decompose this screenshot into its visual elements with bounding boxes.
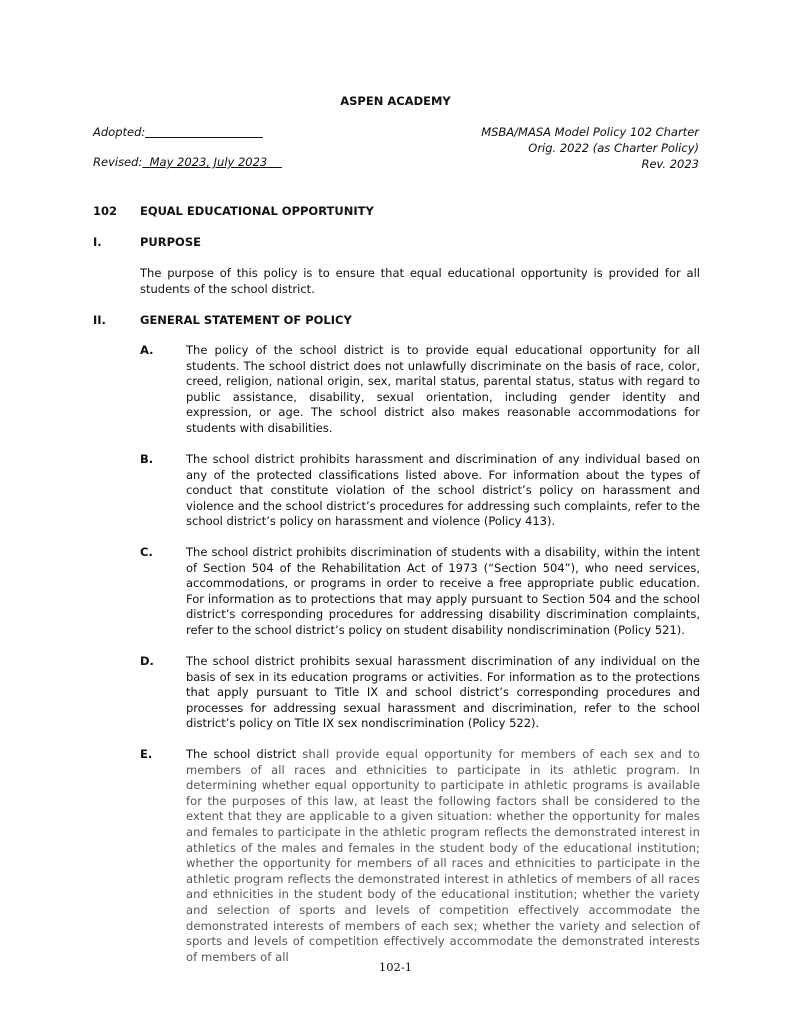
item-letter: C.: [140, 545, 153, 559]
item-lead: The school district: [186, 747, 297, 761]
adopted-label: Adopted:: [93, 125, 146, 139]
item-text: The school district prohibits sexual harassment discrimination of any individual on the basis of sex in its education programs or activities. For information as to the protections that apply pursuant to Title IX and school district’s corresponding procedures and processes for addressing sexual harassment and discrimination, refer to the school district’s policy on Title IX sex nondiscrimination (Policy 522).: [186, 654, 700, 731]
item-text: [186, 747, 700, 965]
item-text: The policy of the school district is to provide equal educational opportunity for all students. The school district does not unlawfully discriminate on the basis of race, color, creed, religion, national origin, sex, marital status, parental status, status with regard to public assistance, disability, sexual orientation, including gender identity and expression, or age. The school district also makes reasonable accommodations for students with disabilities.: [186, 343, 700, 435]
item-text: The school district prohibits harassment and discrimination of any individual based on any of the protected classifications listed above. For information about the types of conduct that constitute violation of the school district’s policy on harassment and violence and the school district’s procedures for addressing such complaints, refer to the school district’s policy on harassment and violence (Policy 413).: [186, 452, 700, 529]
policy-number: 102: [93, 204, 118, 218]
item-text: The school district prohibits discrimination of students with a disability, within the intent of Section 504 of the Rehabilitation Act of 1973 (“Section 504”), who need services, accommodations, or programs in order to receive a free appropriate public education. For information as to protections that may apply pursuant to Section 504 and the school district’s corresponding procedures for addressing disability discrimination complaints, refer to the school district’s policy on student disability nondiscrimination (Policy 521).: [186, 545, 700, 637]
purpose-paragraph: The purpose of this policy is to ensure that equal educational opportunity is provided for all students of the school district.: [140, 266, 700, 296]
revised-line: [93, 154, 282, 170]
section-number: I.: [93, 235, 102, 249]
page-number: 102-1: [378, 960, 413, 974]
section-title: GENERAL STATEMENT OF POLICY: [140, 313, 352, 327]
item-letter: B.: [140, 452, 154, 466]
revised-label: Revised:: [93, 155, 143, 169]
policy-title: EQUAL EDUCATIONAL OPPORTUNITY: [140, 204, 374, 218]
section-number: II.: [93, 313, 106, 327]
model-policy-meta: [481, 124, 699, 172]
adopted-line: [93, 124, 282, 140]
item-continued-text: shall provide equal opportunity for members of each sex and to members of all races and ethnicities to participate in its athletic program. In determining whether equal opportunity to participate in athletic programs is available for the purposes of this law, at least the following factors shall be considered to the extent that they are applicable to a given situation: whether the opportunity for males and females to participate in the athletic program reflects the demonstrated interest in athletics of the males and females in the student body of the educational institution; whether the opportunity for members of all races and ethnicities to participate in the athletic program reflects the demonstrated interest in athletics of members of all races and ethnicities in the student body of the educational institution; whether the variety and selection of sports and levels of competition effectively accommodate the demonstrated interests of members of each sex; whether the variety and selection of sports and levels of competition effectively accommodate the demonstrated interests of members of all: [186, 747, 700, 964]
org-title: ASPEN ACADEMY: [340, 94, 451, 108]
adoption-meta: [93, 124, 282, 170]
model-line-1: MSBA/MASA Model Policy 102 Charter: [481, 125, 699, 139]
item-letter: E.: [140, 747, 153, 761]
model-line-2: Orig. 2022 (as Charter Policy): [528, 141, 699, 155]
section-title: PURPOSE: [140, 235, 201, 249]
item-letter: D.: [140, 654, 154, 668]
revised-value: May 2023, July 2023: [149, 155, 268, 169]
adopted-blank: [145, 125, 263, 138]
item-letter: A.: [140, 343, 154, 357]
model-line-3: Rev. 2023: [641, 157, 699, 171]
